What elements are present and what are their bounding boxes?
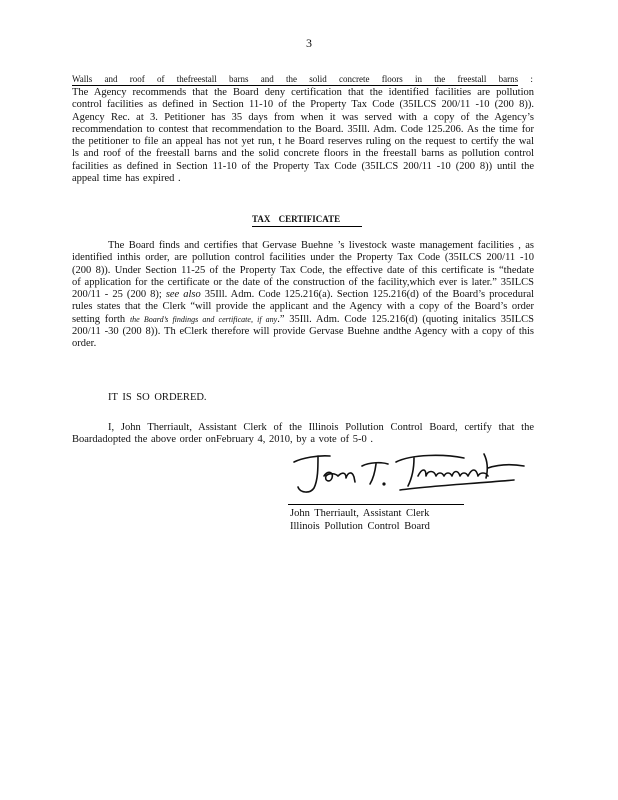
handwritten-signature: [288, 446, 528, 505]
see-also-text: see also: [165, 289, 201, 301]
certification-text-2: 35Ill. Adm. Code 125.216(a). Section 125.216(d) of the Board’s procedural rules states that the Clerk “will provide the applicant and the Agency with a copy of the Board’s order setting forth: [72, 289, 535, 325]
signer-name-title: John Therriault, Assistant Clerk: [290, 508, 430, 519]
section-heading: Walls and roof of thefreestall barns and the solid concrete floors in the freestall barns :: [72, 74, 533, 84]
signer-block: [290, 508, 430, 533]
certification-paragraph: [72, 240, 534, 351]
page-number: 3: [306, 36, 312, 50]
italic-quote: the Board’s findings and certificate, if any: [129, 314, 278, 324]
clerk-certification-paragraph: I, John Therriault, Assistant Clerk of the Illinois Pollution Control Board, certify that the Boardadopted the above order onFebruary 4, 2010, by a vote of 5-0 .: [72, 422, 534, 446]
tax-certificate-title: TAX CERTIFICATE: [252, 214, 362, 227]
agency-recommendation-paragraph: The Agency recommends that the Board deny certification that the identified facilities are pollution control facilities as defined in Section 11-10 of the Property Tax Code (35ILCS 200/11 -10 (200 8)). Agency Rec. at 3. Petitioner has 35 days from when it was served with a copy of the Agency’s recommendation to contest that recommendation to the Board. 35Ill. Adm. Code 125.206. As the time for the petitioner to file an appeal has not yet run, t he Board reserves ruling on the request to certify the wal ls and roof of the freestall barns and the solid concrete floors in the freestall barns as pollution control facilities as defined in Section 11-10 of the Property Tax Code (35ILCS 200/11 -10 (200 8)) until the appeal time has expired .: [72, 87, 534, 185]
so-ordered: IT IS SO ORDERED.: [108, 392, 207, 403]
certification-text-3: .” 35Ill. Adm. Code 125.216(d) (quoting initalics 35ILCS 200/11 -30 (200 8)). Th eClerk therefore will provide Gervase Buehne andthe Agency with a copy of this order.: [72, 313, 534, 350]
signer-organization: Illinois Pollution Control Board: [290, 520, 430, 532]
signature-line: [288, 504, 464, 505]
certification-text-1: The Board finds and certifies that Gervase Buehne ’s livestock waste management facilities , as identified inthis order, are pollution control facilities under the Property Tax Code (35ILCS 200/11 -10 (200 8)). Under Section 11-25 of the Property Tax Code, the effective date of this certificate is “thedate of application for the certificate or the date of the construction of the facility,which ever is later.” 35ILCS 200/11 - 25 (200 8);: [72, 240, 534, 301]
